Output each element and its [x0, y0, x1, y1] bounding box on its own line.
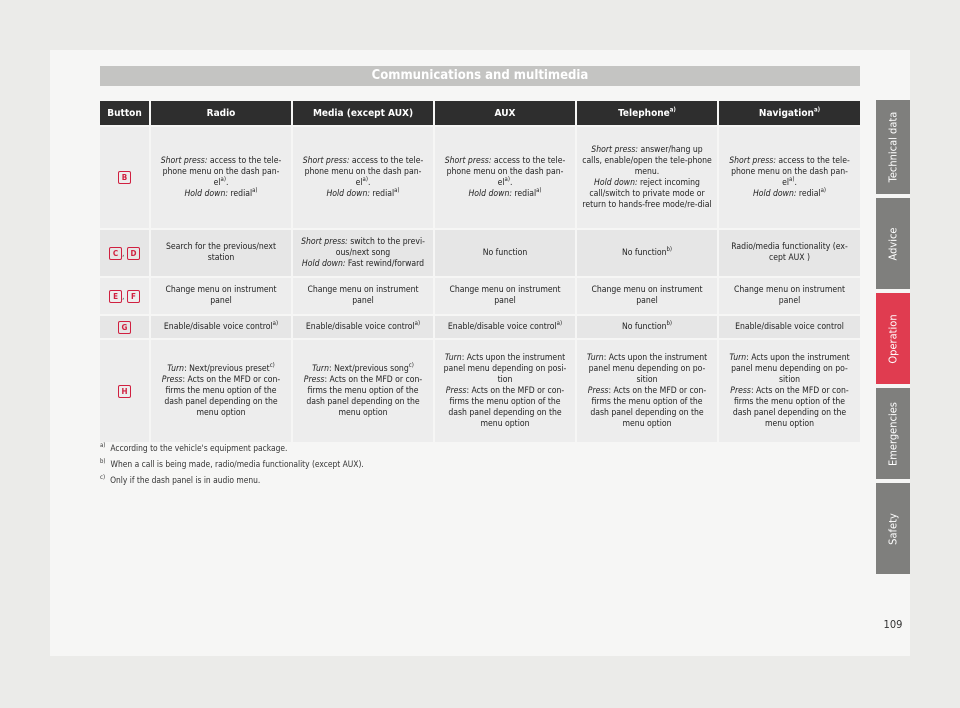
table-cell: Search for the previous/next station: [150, 229, 292, 277]
tab-emergencies[interactable]: Emergencies: [876, 388, 910, 479]
table-cell: Short press: switch to the previ-ous/next song Hold down: Fast rewind/forward: [292, 229, 434, 277]
table-cell: Change menu on instrument panel: [576, 277, 718, 315]
table-cell: Turn: Acts upon the instrument panel menu depending on posi-tion Press: Acts on the MFD or con-firms the menu option of the dash panel depending on the menu option: [434, 339, 576, 442]
table-cell: Radio/media functionality (ex-cept AUX ): [718, 229, 860, 277]
button-badge: E: [109, 290, 122, 303]
table-cell: Change menu on instrument panel: [292, 277, 434, 315]
table-row: [100, 126, 860, 229]
button-badge: C: [109, 247, 122, 260]
table-cell: No function$^{b)}$: [576, 229, 718, 277]
header-navigation: Navigation$^{a)}$: [718, 101, 860, 126]
table-cell: Turn: Acts upon the instrument panel menu depending on po-sition Press: Acts on the MFD or con-firms the menu option of the dash panel depending on the menu option: [718, 339, 860, 442]
table-row: [100, 277, 860, 315]
tab-safety[interactable]: Safety: [876, 483, 910, 574]
header-aux: AUX: [434, 101, 576, 126]
section-tabs: [876, 100, 910, 578]
button-cell: [100, 339, 150, 442]
table-cell: Short press: answer/hang up calls, enable/open the tele-phone menu. Hold down: reject incoming call/switch to private mode or return to hands-free mode/re-dial: [576, 126, 718, 229]
header-radio: Radio: [150, 101, 292, 126]
table-cell: Turn: Next/previous song$^{c)}$ Press: Acts on the MFD or con-firms the menu option of the dash panel depending on the menu option: [292, 339, 434, 442]
table-cell: Change menu on instrument panel: [434, 277, 576, 315]
button-badge: B: [118, 171, 131, 184]
page-number: 109: [883, 618, 903, 631]
footnote: $^{b)}$ When a call is being made, radio/media functionality (except AUX).: [100, 458, 364, 469]
footnotes: [100, 440, 800, 488]
table-cell: Enable/disable voice control$^{a)}$: [150, 315, 292, 339]
button-badge: D: [127, 247, 140, 260]
header-button: Button: [100, 101, 150, 126]
table-cell: Short press: access to the tele-phone menu on the dash pan-$el^{a)}$. Hold down: redial$^{a)}$: [150, 126, 292, 229]
table-cell: Turn: Acts upon the instrument panel menu depending on po-sition Press: Acts on the MFD or con-firms the menu option of the dash panel depending on the menu option: [576, 339, 718, 442]
table-cell: No function: [434, 229, 576, 277]
footnote: $^{c)}$ Only if the dash panel is in audio menu.: [100, 474, 261, 485]
table-cell: Enable/disable voice control$^{a)}$: [292, 315, 434, 339]
tab-operation[interactable]: Operation: [876, 293, 910, 384]
table-cell: Enable/disable voice control$^{a)}$: [434, 315, 576, 339]
header-telephone: Telephone$^{a)}$: [576, 101, 718, 126]
table-header-row: [100, 101, 860, 126]
button-cell: C , D: [100, 229, 150, 277]
button-function-table: [100, 101, 860, 442]
table-cell: Short press: access to the tele-phone menu on the dash pan-$el^{a)}$. Hold down: redial$^{a)}$: [434, 126, 576, 229]
table-cell: Short press: access to the tele-phone menu on the dash pan-$el^{a)}$. Hold down: redial$^{a)}$: [718, 126, 860, 229]
button-cell: [100, 315, 150, 339]
table-cell: Change menu on instrument panel: [150, 277, 292, 315]
table-row: [100, 315, 860, 339]
button-badge: H: [118, 385, 131, 398]
table-cell: Enable/disable voice control: [718, 315, 860, 339]
button-cell: [100, 126, 150, 229]
table-cell: Short press: access to the tele-phone menu on the dash pan-$el^{a)}$. Hold down: redial$^{a)}$: [292, 126, 434, 229]
button-badge: F: [127, 290, 140, 303]
header-media: Media (except AUX): [292, 101, 434, 126]
table-cell: Change menu on instrument panel: [718, 277, 860, 315]
table-row: [100, 339, 860, 442]
button-cell: E , F: [100, 277, 150, 315]
section-header: Communications and multimedia: [100, 66, 860, 86]
tab-technical-data[interactable]: Technical data: [876, 100, 910, 194]
table-row: [100, 229, 860, 277]
tab-advice[interactable]: Advice: [876, 198, 910, 289]
footnote: $^{a)}$ According to the vehicle's equipment package.: [100, 442, 288, 453]
button-badge: G: [118, 321, 131, 334]
table-cell: No function$^{b)}$: [576, 315, 718, 339]
table-cell: Turn: Next/previous preset$^{c)}$ Press: Acts on the MFD or con-firms the menu option of the dash panel depending on the menu option: [150, 339, 292, 442]
